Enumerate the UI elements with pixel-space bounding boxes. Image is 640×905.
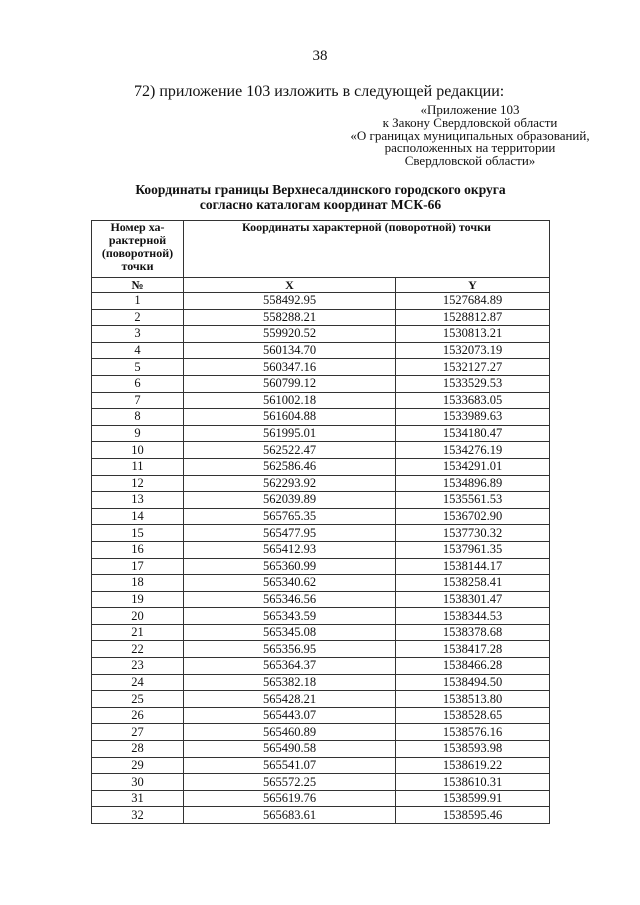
point-number: 24 [92, 674, 184, 691]
y-coordinate: 1532073.19 [396, 342, 550, 359]
table-row [92, 658, 550, 675]
x-coordinate: 560134.70 [184, 342, 396, 359]
table-body [92, 293, 550, 824]
table-row [92, 508, 550, 525]
appendix-line: Свердловской области» [404, 153, 536, 169]
x-coordinate: 558288.21 [184, 309, 396, 326]
x-coordinate: 561995.01 [184, 425, 396, 442]
table-row [92, 425, 550, 442]
y-coordinate: 1538528.65 [396, 707, 550, 724]
table-row [92, 575, 550, 592]
table-row [92, 342, 550, 359]
point-number: 16 [92, 541, 184, 558]
table-row [92, 790, 550, 807]
x-coordinate: 565360.99 [184, 558, 396, 575]
table-row [92, 392, 550, 409]
y-coordinate: 1534896.89 [396, 475, 550, 492]
y-coordinate: 1534276.19 [396, 442, 550, 459]
point-number: 29 [92, 757, 184, 774]
table-row [92, 757, 550, 774]
point-number: 9 [92, 425, 184, 442]
point-number: 13 [92, 492, 184, 509]
y-coordinate: 1538595.46 [396, 807, 550, 824]
x-coordinate: 565765.35 [184, 508, 396, 525]
y-coordinate: 1538610.31 [396, 774, 550, 791]
header-x: X [184, 278, 396, 293]
y-coordinate: 1535561.53 [396, 492, 550, 509]
table-row [92, 608, 550, 625]
point-number: 31 [92, 790, 184, 807]
table-row [92, 541, 550, 558]
table-row [92, 591, 550, 608]
intro-text: 72) приложение 103 изложить в следующей редакции: [134, 83, 505, 100]
page-number: 38 [312, 48, 328, 64]
point-number: 5 [92, 359, 184, 376]
x-coordinate: 562293.92 [184, 475, 396, 492]
x-coordinate: 565346.56 [184, 591, 396, 608]
table-row [92, 558, 550, 575]
x-coordinate: 561002.18 [184, 392, 396, 409]
point-number: 23 [92, 658, 184, 675]
title-line: согласно каталогам координат МСК-66 [199, 196, 442, 212]
point-number: 26 [92, 707, 184, 724]
header-coordinates: Координаты характерной (поворотной) точки [184, 221, 550, 278]
x-coordinate: 561604.88 [184, 409, 396, 426]
table-row [92, 707, 550, 724]
x-coordinate: 565490.58 [184, 741, 396, 758]
x-coordinate: 565343.59 [184, 608, 396, 625]
x-coordinate: 565460.89 [184, 724, 396, 741]
x-coordinate: 565541.07 [184, 757, 396, 774]
header-line: точки [121, 259, 154, 273]
y-coordinate: 1538417.28 [396, 641, 550, 658]
title-line: Координаты границы Верхнесалдинского городского округа [135, 182, 506, 197]
table-row [92, 375, 550, 392]
point-number: 25 [92, 691, 184, 708]
y-coordinate: 1538576.16 [396, 724, 550, 741]
appendix-reference [340, 104, 600, 168]
point-number: 3 [92, 326, 184, 343]
x-coordinate: 559920.52 [184, 326, 396, 343]
point-number: 20 [92, 608, 184, 625]
table-row [92, 674, 550, 691]
point-number: 7 [92, 392, 184, 409]
point-number: 14 [92, 508, 184, 525]
y-coordinate: 1538144.17 [396, 558, 550, 575]
point-number: 22 [92, 641, 184, 658]
x-coordinate: 565356.95 [184, 641, 396, 658]
x-coordinate: 565364.37 [184, 658, 396, 675]
x-coordinate: 560347.16 [184, 359, 396, 376]
point-number: 2 [92, 309, 184, 326]
y-coordinate: 1538301.47 [396, 591, 550, 608]
table-row [92, 458, 550, 475]
x-coordinate: 562522.47 [184, 442, 396, 459]
y-coordinate: 1538593.98 [396, 741, 550, 758]
y-coordinate: 1533529.53 [396, 375, 550, 392]
table-row [92, 309, 550, 326]
y-coordinate: 1538258.41 [396, 575, 550, 592]
x-coordinate: 562039.89 [184, 492, 396, 509]
x-coordinate: 565382.18 [184, 674, 396, 691]
table-row [92, 293, 550, 310]
table-row [92, 624, 550, 641]
point-number: 6 [92, 375, 184, 392]
y-coordinate: 1534180.47 [396, 425, 550, 442]
point-number: 12 [92, 475, 184, 492]
table-row [92, 691, 550, 708]
header-y: Y [396, 278, 550, 293]
point-number: 15 [92, 525, 184, 542]
point-number: 10 [92, 442, 184, 459]
point-number: 19 [92, 591, 184, 608]
x-coordinate: 565443.07 [184, 707, 396, 724]
point-number: 18 [92, 575, 184, 592]
x-coordinate: 565477.95 [184, 525, 396, 542]
y-coordinate: 1534291.01 [396, 458, 550, 475]
y-coordinate: 1537730.32 [396, 525, 550, 542]
table-row [92, 359, 550, 376]
y-coordinate: 1538513.80 [396, 691, 550, 708]
table-row [92, 741, 550, 758]
table-row [92, 774, 550, 791]
y-coordinate: 1538466.28 [396, 658, 550, 675]
appendix-line: расположенных на территории [384, 140, 556, 156]
y-coordinate: 1528812.87 [396, 309, 550, 326]
header-line: Номер ха- [110, 220, 165, 234]
x-coordinate: 565683.61 [184, 807, 396, 824]
x-coordinate: 565345.08 [184, 624, 396, 641]
y-coordinate: 1533683.05 [396, 392, 550, 409]
point-number: 28 [92, 741, 184, 758]
point-number: 4 [92, 342, 184, 359]
x-coordinate: 565340.62 [184, 575, 396, 592]
point-number: 30 [92, 774, 184, 791]
y-coordinate: 1538344.53 [396, 608, 550, 625]
table-row [92, 492, 550, 509]
table-row [92, 807, 550, 824]
document-title [91, 183, 550, 212]
x-coordinate: 560799.12 [184, 375, 396, 392]
y-coordinate: 1533989.63 [396, 409, 550, 426]
table-row [92, 525, 550, 542]
point-number: 32 [92, 807, 184, 824]
y-coordinate: 1527684.89 [396, 293, 550, 310]
y-coordinate: 1536702.90 [396, 508, 550, 525]
x-coordinate: 565428.21 [184, 691, 396, 708]
x-coordinate: 565412.93 [184, 541, 396, 558]
header-point-number [92, 221, 184, 278]
y-coordinate: 1530813.21 [396, 326, 550, 343]
table-row [92, 641, 550, 658]
appendix-line: «О границах муниципальных образований, [350, 127, 590, 143]
table-row [92, 409, 550, 426]
y-coordinate: 1538494.50 [396, 674, 550, 691]
appendix-line: «Приложение 103 [420, 102, 520, 117]
point-number: 21 [92, 624, 184, 641]
appendix-line: к Закону Свердловской области [382, 114, 558, 130]
header-num: № [92, 278, 184, 293]
x-coordinate: 565619.76 [184, 790, 396, 807]
y-coordinate: 1538378.68 [396, 624, 550, 641]
y-coordinate: 1532127.27 [396, 359, 550, 376]
point-number: 8 [92, 409, 184, 426]
table-row [92, 326, 550, 343]
header-line: (поворотной) [101, 246, 174, 260]
x-coordinate: 565572.25 [184, 774, 396, 791]
x-coordinate: 558492.95 [184, 293, 396, 310]
coordinates-table [91, 220, 550, 824]
point-number: 17 [92, 558, 184, 575]
y-coordinate: 1538619.22 [396, 757, 550, 774]
table-row [92, 724, 550, 741]
table-row [92, 475, 550, 492]
point-number: 11 [92, 458, 184, 475]
x-coordinate: 562586.46 [184, 458, 396, 475]
header-line: рактерной [108, 233, 167, 247]
y-coordinate: 1537961.35 [396, 541, 550, 558]
point-number: 27 [92, 724, 184, 741]
table-row [92, 442, 550, 459]
y-coordinate: 1538599.91 [396, 790, 550, 807]
point-number: 1 [92, 293, 184, 310]
